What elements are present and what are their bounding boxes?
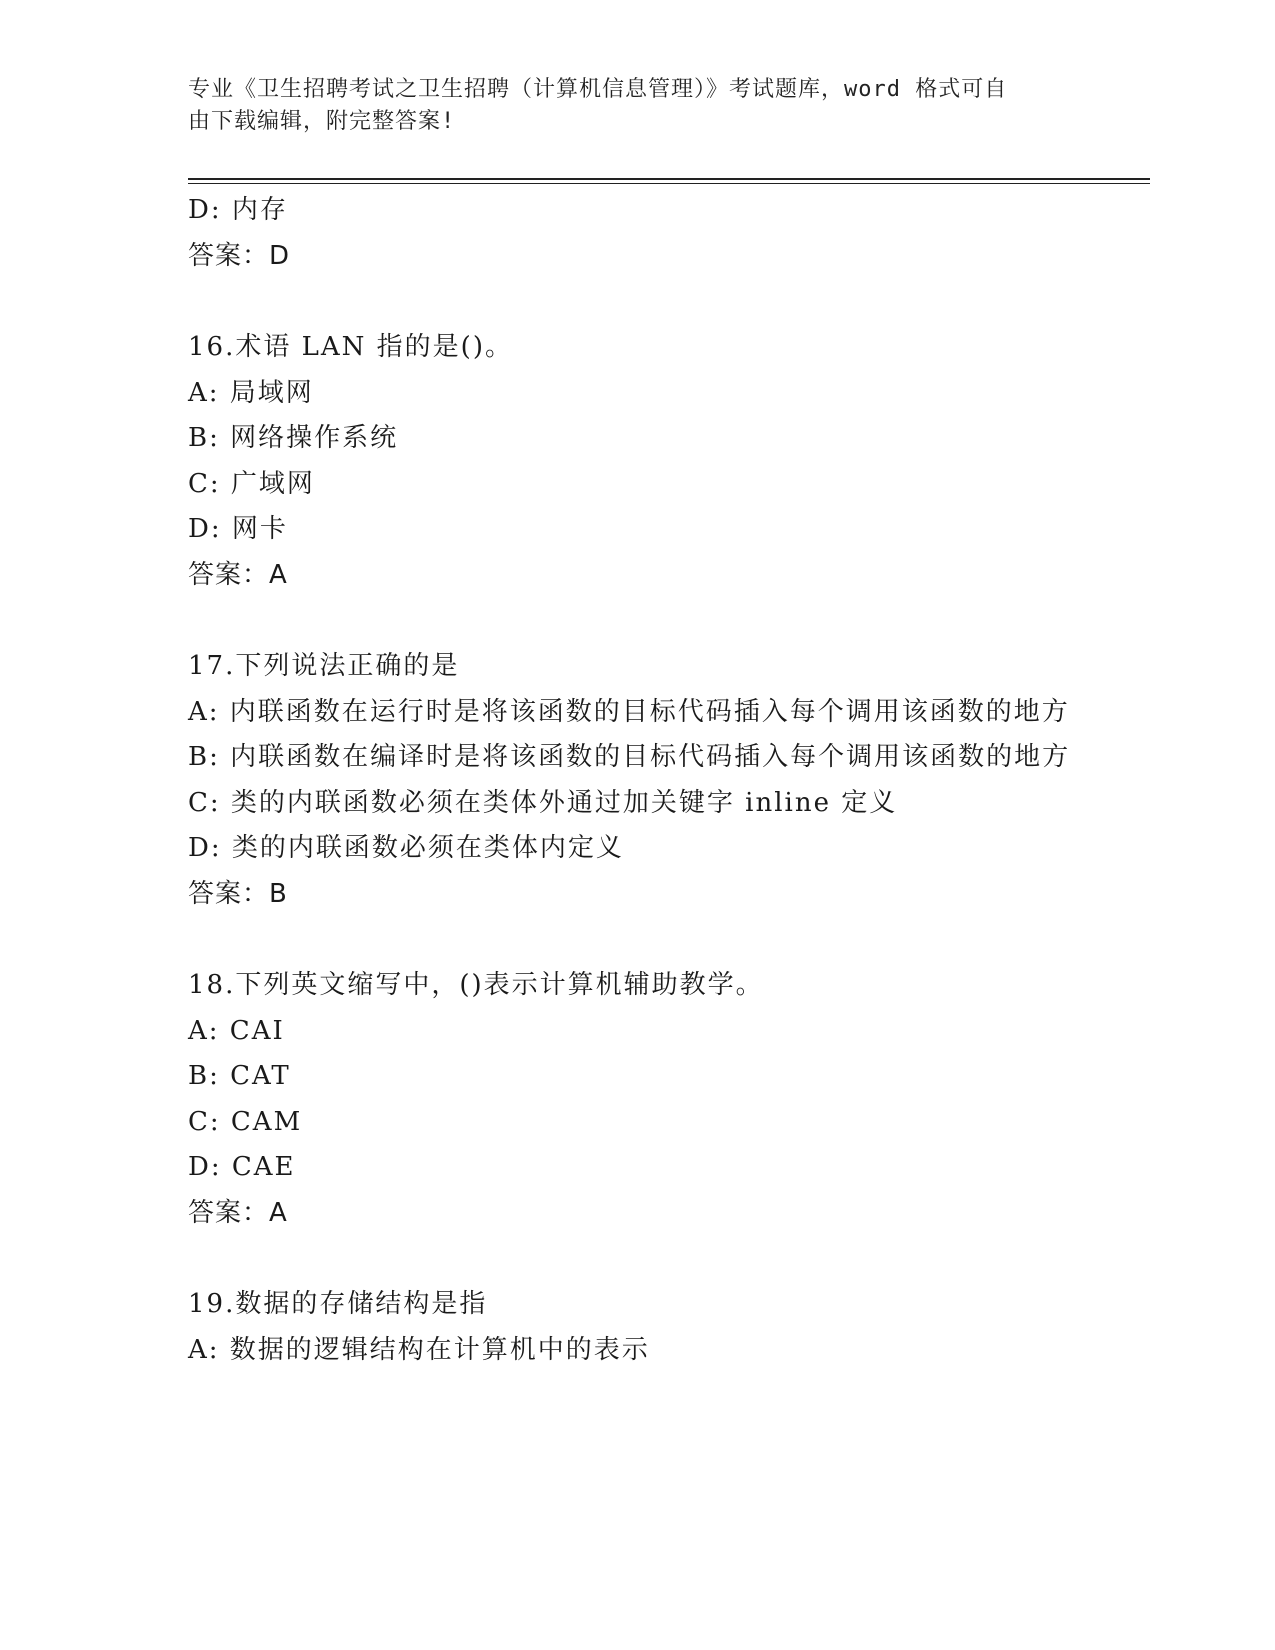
option-b: B: 内联函数在编译时是将该函数的目标代码插入每个调用该函数的地方 [188, 742, 1071, 772]
header-line-2: 由下载编辑，附完整答案! [188, 109, 456, 134]
option-d: D: 内存 [188, 195, 288, 225]
question-fragment [188, 188, 1088, 279]
spacer [188, 279, 1088, 325]
option-c: C: 广域网 [188, 468, 315, 499]
header-divider-thin [188, 183, 1150, 184]
header-line-1: 专业《卫生招聘考试之卫生招聘（计算机信息管理）》考试题库，word 格式可自 [188, 77, 1008, 102]
question-stem: 17.下列说法正确的是 [188, 651, 460, 681]
option-b: B: 网络操作系统 [188, 423, 399, 453]
answer-line: 答案：D [188, 240, 291, 271]
option-b: B: CAT [188, 1061, 291, 1091]
option-c: C: CAM [188, 1106, 303, 1137]
option-d: D: CAE [188, 1152, 296, 1182]
answer-line: 答案：B [188, 878, 288, 909]
option-a: A: 数据的逻辑结构在计算机中的表示 [188, 1334, 650, 1365]
document-header [188, 74, 1068, 138]
question-18 [188, 963, 1088, 1236]
answer-line: 答案：A [188, 1197, 288, 1228]
question-16 [188, 325, 1088, 598]
question-stem: 18.下列英文缩写中，()表示计算机辅助教学。 [188, 970, 764, 1000]
question-stem: 19.数据的存储结构是指 [188, 1289, 488, 1319]
spacer [188, 598, 1088, 644]
question-stem: 16.术语 LAN 指的是()。 [188, 332, 513, 362]
option-a: A: 内联函数在运行时是将该函数的目标代码插入每个调用该函数的地方 [188, 696, 1070, 727]
option-c: C: 类的内联函数必须在类体外通过加关键字 inline 定义 [188, 787, 898, 818]
option-d: D: 类的内联函数必须在类体内定义 [188, 833, 624, 863]
question-17 [188, 644, 1088, 917]
option-a: A: CAI [188, 1015, 285, 1046]
spacer [188, 1236, 1088, 1282]
question-19 [188, 1282, 1088, 1373]
option-d: D: 网卡 [188, 514, 288, 544]
answer-line: 答案：A [188, 559, 288, 590]
header-divider-thick [188, 178, 1150, 180]
question-list [188, 188, 1088, 1373]
option-a: A: 局域网 [188, 377, 314, 408]
spacer [188, 917, 1088, 963]
